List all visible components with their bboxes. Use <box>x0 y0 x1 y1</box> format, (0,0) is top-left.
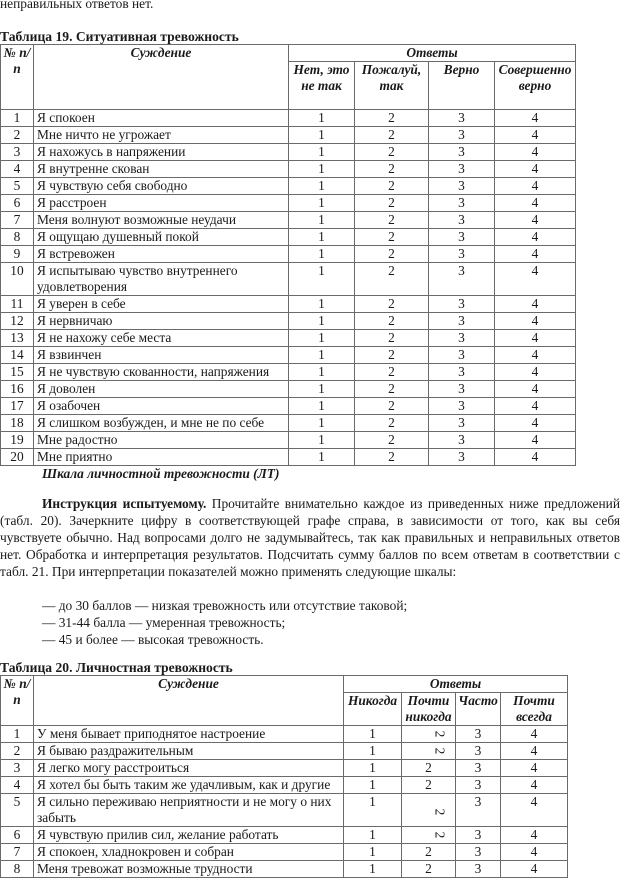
row-number: 13 <box>1 330 34 347</box>
statement-cell: Я встревожен <box>34 246 289 263</box>
answer-option-cell[interactable]: 4 <box>495 178 576 195</box>
answer-option-cell[interactable]: 4 <box>495 144 576 161</box>
statement-cell: Я не чувствую скованности, напряжения <box>34 364 289 381</box>
scale-item-low: — до 30 баллов — низкая тревожность или отсутствие таковой; <box>42 598 408 613</box>
t19-header-num: № п/п <box>1 45 34 110</box>
row-number: 2 <box>1 127 34 144</box>
answer-option-cell[interactable]: 4 <box>495 398 576 415</box>
table-row <box>1 330 576 347</box>
answer-option-cell[interactable]: 4 <box>495 449 576 466</box>
t20-header-statement: Суждение <box>34 676 344 726</box>
answer-option-cell[interactable]: 2 <box>355 381 429 398</box>
row-number: 2 <box>1 743 34 760</box>
answer-option-cell[interactable]: 1 <box>344 726 402 743</box>
answer-option-cell[interactable]: 1 <box>289 178 355 195</box>
answer-option-cell[interactable]: 4 <box>501 777 568 794</box>
table-row <box>1 229 576 246</box>
statement-cell: Я доволен <box>34 381 289 398</box>
answer-option-cell[interactable]: 3 <box>429 364 495 381</box>
answer-option-cell[interactable]: 3 <box>429 263 495 296</box>
answer-option-cell[interactable]: 1 <box>344 794 402 827</box>
answer-option-cell[interactable]: 1 <box>344 777 402 794</box>
row-number: 5 <box>1 794 34 827</box>
answer-option-cell[interactable]: 1 <box>289 381 355 398</box>
answer-option-cell[interactable]: 3 <box>429 398 495 415</box>
table-row <box>1 144 576 161</box>
t20-body <box>1 726 568 878</box>
table-row <box>1 195 576 212</box>
row-number: 19 <box>1 432 34 449</box>
t20-header-col3: Часто <box>456 693 501 726</box>
answer-option-cell[interactable]: 1 <box>289 364 355 381</box>
answer-value: 2 <box>432 730 448 738</box>
answer-option-cell[interactable]: 2 <box>355 415 429 432</box>
statement-cell: Я легко могу расстроиться <box>34 760 344 777</box>
answer-option-cell[interactable]: 3 <box>429 432 495 449</box>
answer-option-cell[interactable]: 3 <box>456 777 501 794</box>
scale-item-high: — 45 и более — высокая тревожность. <box>42 632 264 647</box>
answer-option-cell[interactable]: 3 <box>429 246 495 263</box>
answer-option-cell[interactable]: 3 <box>456 794 501 827</box>
answer-option-cell[interactable]: 3 <box>429 178 495 195</box>
row-number: 15 <box>1 364 34 381</box>
answer-option-cell[interactable]: 4 <box>501 861 568 878</box>
answer-option-cell[interactable]: 2 <box>355 127 429 144</box>
answer-option-cell[interactable]: 2 <box>355 161 429 178</box>
section-title: Шкала личностной тревожности (ЛТ) <box>42 466 280 481</box>
answer-option-cell[interactable]: 3 <box>429 313 495 330</box>
answer-option-cell[interactable]: 2 <box>355 398 429 415</box>
answer-option-cell[interactable]: 1 <box>289 212 355 229</box>
statement-cell: Мне радостно <box>34 432 289 449</box>
answer-option-cell[interactable]: 3 <box>429 229 495 246</box>
answer-option-cell[interactable]: 3 <box>429 110 495 127</box>
instruction-text: Прочитайте внимательно каждое из приведенных ниже предложений (табл. 20). Зачеркните цифру в соответствующей графе справа, в зависимости от того, как вы себя чувствуете обычно. Над вопросами долго не задумывайтесь, так как правильных и неправильных ответов нет. Обработка и интерпретация результатов. Подсчитать сумму баллов по всем ответам в соответствии с табл. 21. При интерпретации показателей можно применять следующие шкалы: <box>0 496 620 579</box>
statement-cell: Я взвинчен <box>34 347 289 364</box>
row-number: 3 <box>1 144 34 161</box>
table-row <box>1 827 568 844</box>
table-row <box>1 364 576 381</box>
table-row <box>1 449 576 466</box>
table-row <box>1 296 576 313</box>
row-number: 20 <box>1 449 34 466</box>
answer-option-cell[interactable] <box>402 743 456 760</box>
answer-option-cell[interactable]: 1 <box>289 347 355 364</box>
answer-option-cell[interactable]: 4 <box>495 195 576 212</box>
row-number: 6 <box>1 827 34 844</box>
answer-option-cell[interactable]: 2 <box>402 760 456 777</box>
answer-option-cell[interactable]: 3 <box>456 844 501 861</box>
table-row <box>1 844 568 861</box>
answer-option-cell[interactable] <box>402 726 456 743</box>
answer-option-cell[interactable]: 4 <box>495 246 576 263</box>
t20-header-col1: Никогда <box>344 693 402 726</box>
answer-option-cell[interactable]: 4 <box>501 743 568 760</box>
table-row <box>1 313 576 330</box>
row-number: 3 <box>1 760 34 777</box>
row-number: 9 <box>1 246 34 263</box>
row-number: 18 <box>1 415 34 432</box>
row-number: 8 <box>1 229 34 246</box>
statement-cell: У меня бывает приподнятое настроение <box>34 726 344 743</box>
answer-option-cell[interactable]: 1 <box>289 246 355 263</box>
instruction-lead: Инструкция испытуемому. <box>42 496 207 511</box>
answer-option-cell[interactable]: 2 <box>355 330 429 347</box>
table-row <box>1 861 568 878</box>
answer-option-cell[interactable]: 2 <box>355 144 429 161</box>
answer-option-cell[interactable]: 3 <box>429 144 495 161</box>
t20-header-col4: Почти всегда <box>501 693 568 726</box>
answer-option-cell[interactable]: 3 <box>429 212 495 229</box>
answer-option-cell[interactable]: 2 <box>355 246 429 263</box>
statement-cell: Меня тревожат возможные трудности <box>34 861 344 878</box>
statement-cell: Я чувствую прилив сил, желание работать <box>34 827 344 844</box>
answer-option-cell[interactable]: 1 <box>289 313 355 330</box>
answer-option-cell[interactable]: 1 <box>344 861 402 878</box>
answer-option-cell[interactable]: 4 <box>495 127 576 144</box>
answer-option-cell[interactable]: 3 <box>456 743 501 760</box>
table20-caption: Таблица 20. Личностная тревожность <box>0 660 233 675</box>
row-number: 10 <box>1 263 34 296</box>
answer-option-cell[interactable]: 3 <box>456 861 501 878</box>
instruction-paragraph <box>0 495 620 580</box>
answer-option-cell[interactable]: 3 <box>429 161 495 178</box>
answer-option-cell[interactable]: 4 <box>495 263 576 296</box>
answer-option-cell[interactable] <box>402 827 456 844</box>
t20-header-answers: Ответы <box>344 676 568 693</box>
statement-cell: Я не нахожу себе места <box>34 330 289 347</box>
t19-header-statement: Суждение <box>34 45 289 110</box>
answer-option-cell[interactable]: 1 <box>289 432 355 449</box>
answer-option-cell[interactable]: 3 <box>429 195 495 212</box>
answer-option-cell[interactable]: 4 <box>501 844 568 861</box>
answer-option-cell[interactable]: 4 <box>501 726 568 743</box>
table19 <box>0 44 576 466</box>
answer-option-cell[interactable]: 4 <box>495 364 576 381</box>
t19-header-answers: Ответы <box>289 45 576 62</box>
answer-option-cell[interactable]: 2 <box>402 861 456 878</box>
t19-header-col2: Пожалуй, так <box>355 62 429 110</box>
row-number: 1 <box>1 726 34 743</box>
statement-cell: Я испытываю чувство внутреннего удовлетворения <box>34 263 289 296</box>
row-number: 14 <box>1 347 34 364</box>
row-number: 12 <box>1 313 34 330</box>
answer-option-cell[interactable]: 1 <box>289 263 355 296</box>
answer-option-cell[interactable]: 2 <box>355 263 429 296</box>
statement-cell: Я чувствую себя свободно <box>34 178 289 195</box>
answer-option-cell[interactable]: 3 <box>429 415 495 432</box>
answer-option-cell[interactable]: 2 <box>355 110 429 127</box>
answer-option-cell[interactable]: 2 <box>355 296 429 313</box>
answer-option-cell[interactable]: 4 <box>501 760 568 777</box>
answer-option-cell[interactable]: 4 <box>495 296 576 313</box>
answer-option-cell[interactable]: 2 <box>355 364 429 381</box>
row-number: 16 <box>1 381 34 398</box>
row-number: 6 <box>1 195 34 212</box>
answer-option-cell[interactable]: 1 <box>344 844 402 861</box>
table-row <box>1 777 568 794</box>
statement-cell: Я спокоен <box>34 110 289 127</box>
answer-option-cell[interactable]: 2 <box>355 229 429 246</box>
answer-option-cell[interactable]: 2 <box>355 178 429 195</box>
answer-option-cell[interactable]: 4 <box>501 794 568 827</box>
row-number: 4 <box>1 777 34 794</box>
answer-option-cell[interactable]: 1 <box>344 760 402 777</box>
row-number: 8 <box>1 861 34 878</box>
table-row <box>1 212 576 229</box>
t19-body <box>1 110 576 466</box>
answer-option-cell[interactable]: 2 <box>355 313 429 330</box>
table-row <box>1 347 576 364</box>
t19-header-col3: Верно <box>429 62 495 110</box>
answer-option-cell[interactable]: 3 <box>429 127 495 144</box>
table-row <box>1 760 568 777</box>
statement-cell: Мне ничто не угрожает <box>34 127 289 144</box>
answer-option-cell[interactable]: 3 <box>429 449 495 466</box>
statement-cell: Я нахожусь в напряжении <box>34 144 289 161</box>
answer-option-cell[interactable]: 2 <box>355 347 429 364</box>
answer-option-cell[interactable]: 3 <box>429 296 495 313</box>
table-row <box>1 246 576 263</box>
statement-cell: Мне приятно <box>34 449 289 466</box>
scale-item-moderate: — 31-44 балла — умеренная тревожность; <box>42 615 286 630</box>
answer-option-cell[interactable]: 4 <box>495 415 576 432</box>
answer-value: 2 <box>432 808 448 816</box>
table-row <box>1 127 576 144</box>
answer-option-cell[interactable]: 1 <box>289 127 355 144</box>
statement-cell: Я хотел бы быть таким же удачливым, как и другие <box>34 777 344 794</box>
answer-option-cell[interactable]: 1 <box>289 161 355 178</box>
answer-option-cell[interactable]: 2 <box>355 195 429 212</box>
answer-option-cell[interactable]: 3 <box>456 827 501 844</box>
t20-header-num: № п/п <box>1 676 34 726</box>
answer-option-cell[interactable]: 4 <box>495 313 576 330</box>
statement-cell: Я расстроен <box>34 195 289 212</box>
table-row <box>1 381 576 398</box>
answer-option-cell[interactable]: 4 <box>495 381 576 398</box>
answer-option-cell[interactable]: 3 <box>456 726 501 743</box>
t20-header-col2: Почти никогда <box>402 693 456 726</box>
statement-cell: Я ощущаю душевный покой <box>34 229 289 246</box>
table-row <box>1 432 576 449</box>
answer-value: 2 <box>432 747 448 755</box>
answer-option-cell[interactable]: 1 <box>289 415 355 432</box>
answer-option-cell[interactable]: 1 <box>289 144 355 161</box>
answer-option-cell[interactable]: 1 <box>289 195 355 212</box>
answer-option-cell[interactable]: 1 <box>289 296 355 313</box>
row-number: 1 <box>1 110 34 127</box>
answer-option-cell[interactable]: 3 <box>456 760 501 777</box>
answer-option-cell[interactable]: 4 <box>495 432 576 449</box>
answer-option-cell[interactable]: 1 <box>289 398 355 415</box>
row-number: 17 <box>1 398 34 415</box>
answer-option-cell[interactable]: 4 <box>495 161 576 178</box>
statement-cell: Я внутренне скован <box>34 161 289 178</box>
answer-option-cell[interactable]: 4 <box>495 347 576 364</box>
statement-cell: Меня волнуют возможные неудачи <box>34 212 289 229</box>
statement-cell: Я нервничаю <box>34 313 289 330</box>
statement-cell: Я бываю раздражительным <box>34 743 344 760</box>
answer-option-cell[interactable]: 2 <box>355 212 429 229</box>
table19-caption: Таблица 19. Ситуативная тревожность <box>0 29 239 44</box>
answer-option-cell[interactable]: 1 <box>344 827 402 844</box>
answer-option-cell[interactable] <box>402 794 456 827</box>
table-row <box>1 726 568 743</box>
answer-option-cell[interactable]: 1 <box>289 110 355 127</box>
answer-option-cell[interactable]: 3 <box>429 330 495 347</box>
answer-option-cell[interactable]: 4 <box>495 229 576 246</box>
row-number: 7 <box>1 844 34 861</box>
answer-option-cell[interactable]: 1 <box>289 229 355 246</box>
top-text-line: неправильных ответов нет. <box>0 0 154 11</box>
answer-option-cell[interactable]: 2 <box>402 777 456 794</box>
answer-value: 2 <box>432 831 448 839</box>
answer-option-cell[interactable]: 4 <box>495 212 576 229</box>
statement-cell: Я озабочен <box>34 398 289 415</box>
answer-option-cell[interactable]: 3 <box>429 347 495 364</box>
statement-cell: Я слишком возбужден, и мне не по себе <box>34 415 289 432</box>
row-number: 5 <box>1 178 34 195</box>
table-row <box>1 161 576 178</box>
row-number: 11 <box>1 296 34 313</box>
table-row <box>1 178 576 195</box>
row-number: 7 <box>1 212 34 229</box>
answer-option-cell[interactable]: 2 <box>402 844 456 861</box>
table20 <box>0 675 568 878</box>
answer-option-cell[interactable]: 1 <box>289 330 355 347</box>
table-row <box>1 415 576 432</box>
answer-option-cell[interactable]: 4 <box>501 827 568 844</box>
answer-option-cell[interactable]: 1 <box>344 743 402 760</box>
table-row <box>1 743 568 760</box>
statement-cell: Я спокоен, хладнокровен и собран <box>34 844 344 861</box>
answer-option-cell[interactable]: 4 <box>495 330 576 347</box>
row-number: 4 <box>1 161 34 178</box>
table-row <box>1 263 576 296</box>
table-row <box>1 110 576 127</box>
table-row <box>1 794 568 827</box>
t19-header-col4: Совершенно верно <box>495 62 576 110</box>
answer-option-cell[interactable]: 2 <box>355 432 429 449</box>
answer-option-cell[interactable]: 1 <box>289 449 355 466</box>
answer-option-cell[interactable]: 4 <box>495 110 576 127</box>
answer-option-cell[interactable]: 3 <box>429 381 495 398</box>
t19-header-col1: Нет, это не так <box>289 62 355 110</box>
table-row <box>1 398 576 415</box>
statement-cell: Я сильно переживаю неприятности и не могу о них забыть <box>34 794 344 827</box>
statement-cell: Я уверен в себе <box>34 296 289 313</box>
answer-option-cell[interactable]: 2 <box>355 449 429 466</box>
